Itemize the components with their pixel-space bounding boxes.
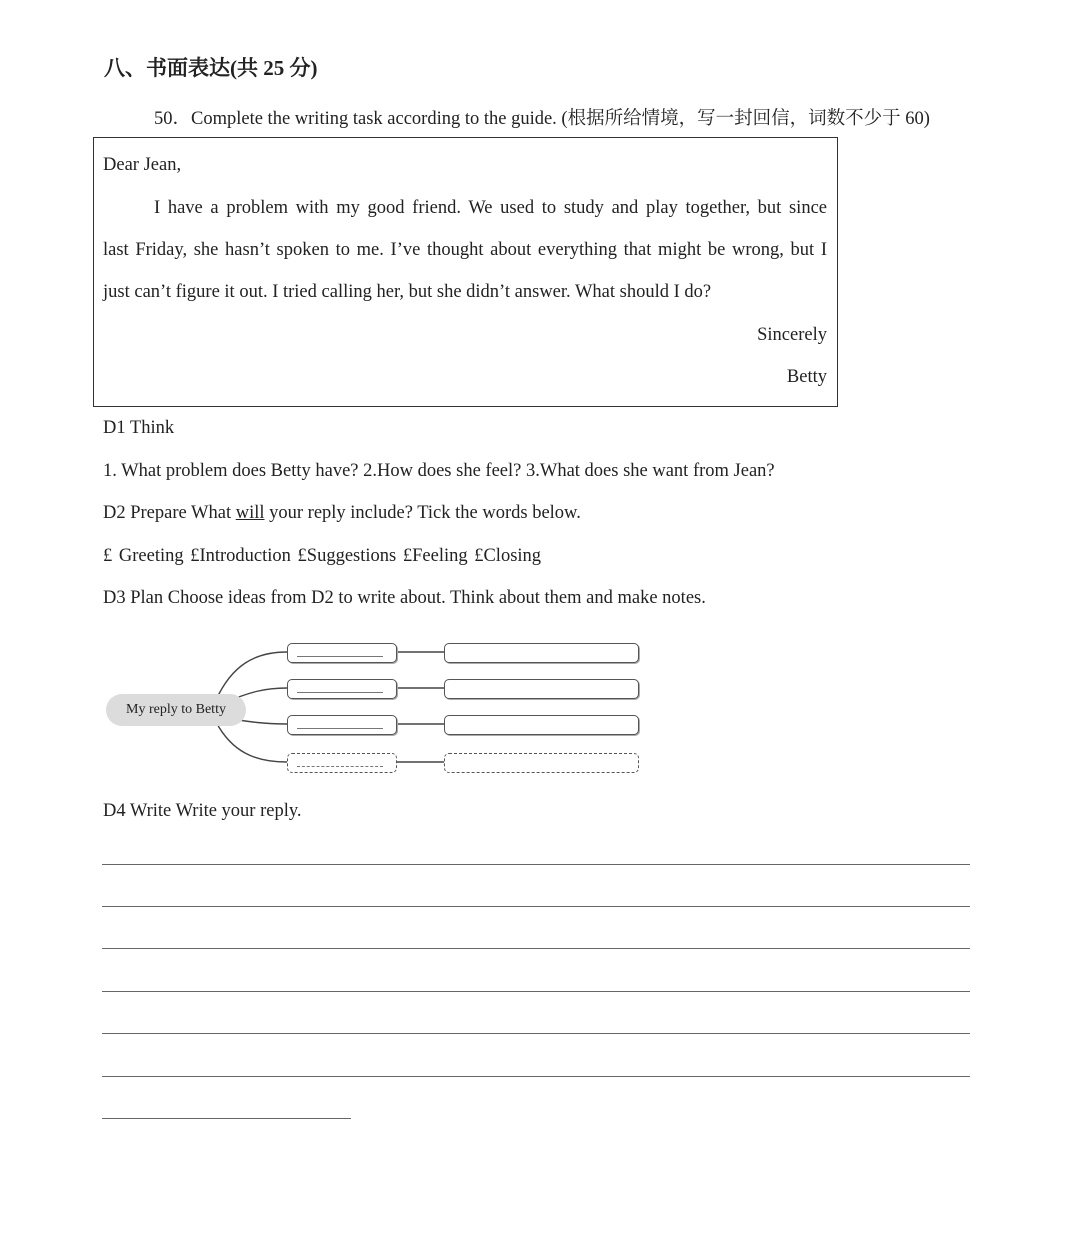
letter-closing: Sincerely (757, 325, 827, 345)
mindmap-idea-box-3[interactable] (287, 715, 397, 735)
letter-salutation: Dear Jean, (103, 155, 182, 175)
mindmap-idea-blank-4 (297, 766, 383, 767)
section-title: 八、书面表达(共 25 分) (104, 56, 318, 80)
mindmap-idea-blank-1 (297, 656, 383, 657)
mindmap-idea-box-2[interactable] (287, 679, 397, 699)
d2-text-before: D2 Prepare What (103, 503, 236, 523)
letter-signature: Betty (786, 367, 827, 387)
mindmap-note-box-4[interactable] (444, 753, 639, 773)
writing-line[interactable] (102, 1118, 351, 1119)
mindmap-note-box-2[interactable] (444, 679, 639, 699)
mindmap-idea-box-4[interactable] (287, 753, 397, 773)
writing-line[interactable] (102, 906, 970, 907)
letter-line-2: last Friday, she hasn’t spoken to me. I’ve thought about everything that might be wrong, but I (103, 240, 827, 260)
mindmap-note-box-1[interactable] (444, 643, 639, 663)
d1-heading: D1 Think (103, 418, 175, 438)
mindmap-root-node: My reply to Betty (106, 694, 246, 726)
mindmap-idea-box-1[interactable] (287, 643, 397, 663)
writing-line[interactable] (102, 1076, 970, 1077)
mindmap-idea-blank-3 (297, 728, 383, 729)
connector-branch-4 (216, 722, 287, 762)
letter-line-1: I have a problem with my good friend. We used to study and play together, but since (154, 198, 827, 218)
letter-line-3: just can’t figure it out. I tried calling her, but she didn’t answer. What should I do? (103, 282, 712, 302)
writing-line[interactable] (102, 1033, 970, 1034)
task-instruction: 50．Complete the writing task according to the guide. (根据所给情境，写一封回信，词数不少于 60) (154, 109, 930, 129)
writing-line[interactable] (102, 948, 970, 949)
writing-line[interactable] (102, 991, 970, 992)
writing-line[interactable] (102, 864, 970, 865)
mindmap-note-box-3[interactable] (444, 715, 639, 735)
d4-write: D4 Write Write your reply. (103, 801, 302, 821)
d3-plan: D3 Plan Choose ideas from D2 to write about. Think about them and make notes. (103, 588, 706, 608)
d1-questions: 1. What problem does Betty have? 2.How does she feel? 3.What does she want from Jean? (103, 461, 775, 481)
d2-text-after: your reply include? Tick the words below. (264, 503, 581, 523)
d2-underlined-word: will (235, 503, 265, 523)
d2-checkbox-options: £ Greeting £Introduction £Suggestions £Feeling £Closing (103, 546, 542, 566)
mindmap-idea-blank-2 (297, 692, 383, 693)
